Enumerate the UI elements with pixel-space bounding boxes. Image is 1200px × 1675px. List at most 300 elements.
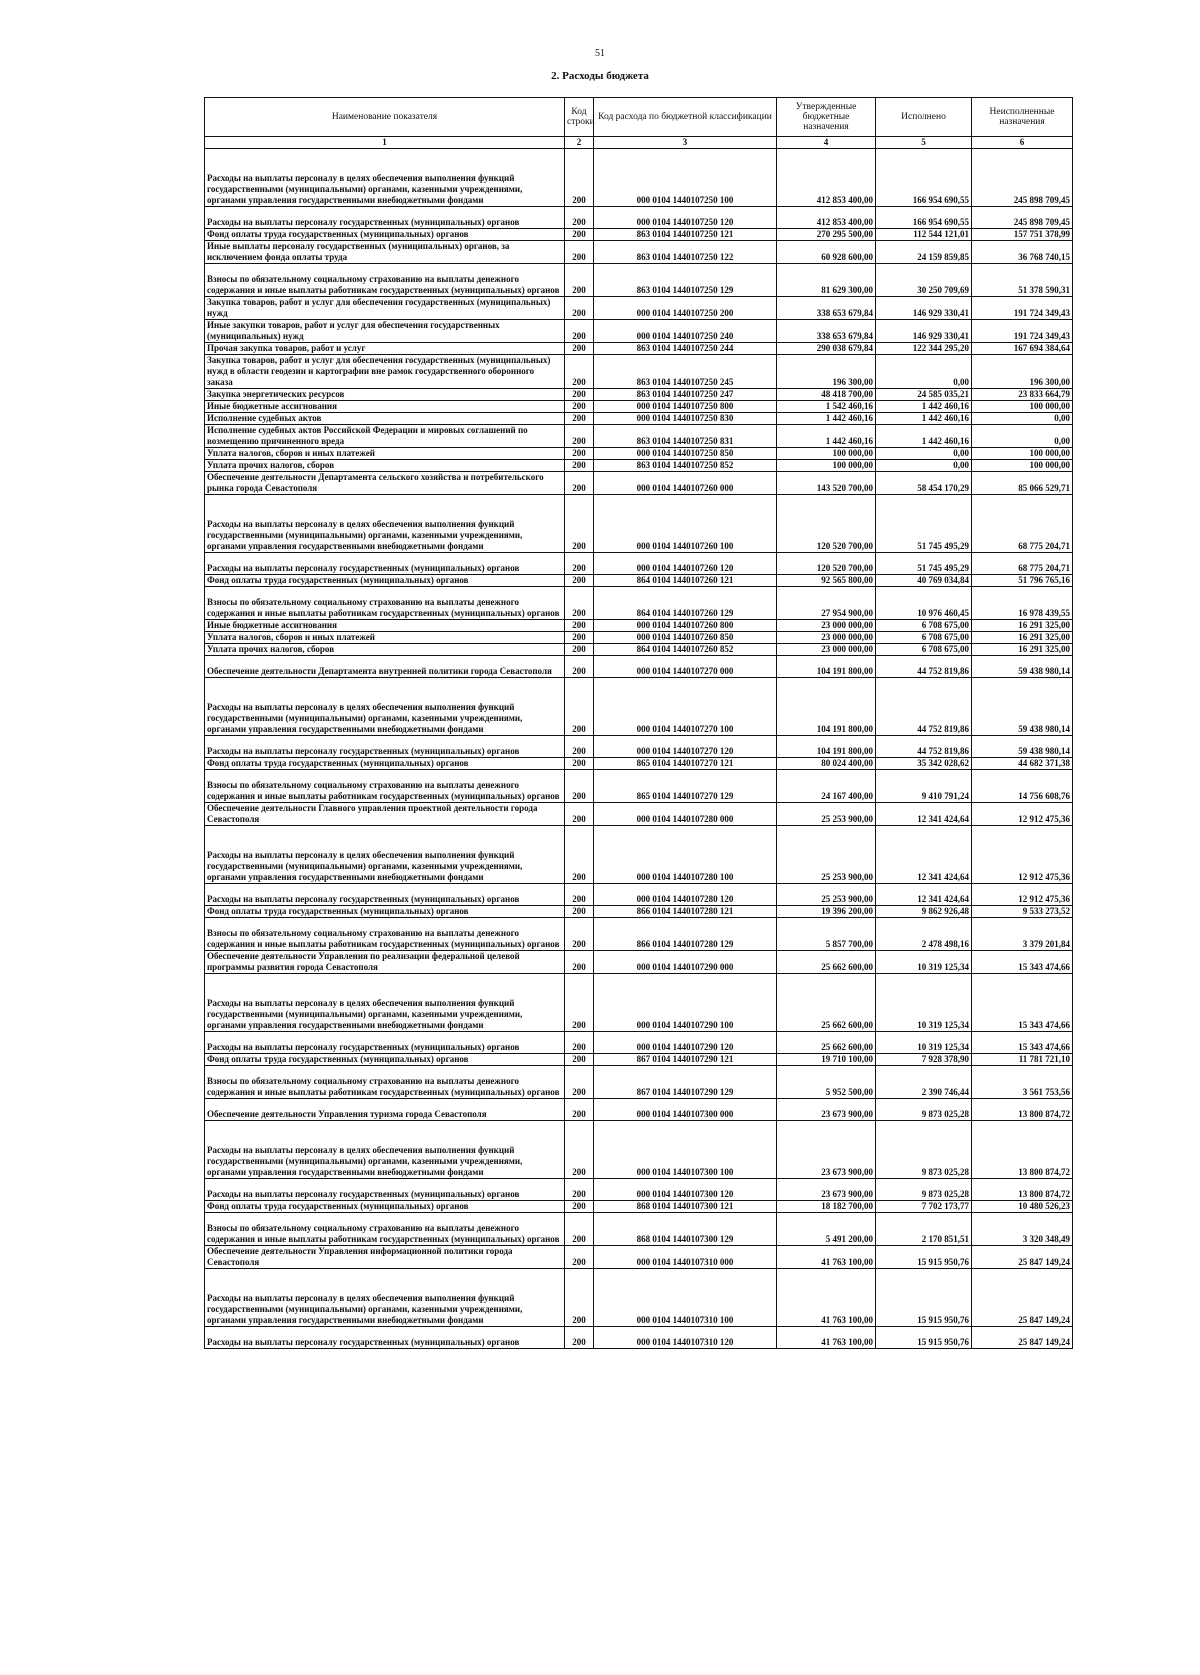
table-row [205,149,1073,207]
table-cell-expense-code: 863 0104 1440107250 247 [594,389,777,401]
table-cell-expense-code: 000 0104 1440107290 100 [594,974,777,1032]
table-cell-line-code: 200 [565,355,594,389]
table-cell-expense-code: 863 0104 1440107250 121 [594,229,777,241]
table-cell-unexecuted: 12 912 475,36 [972,826,1073,884]
table-cell-executed: 30 250 709,69 [876,264,972,297]
table-cell-expense-code: 864 0104 1440107260 129 [594,587,777,620]
table-cell-unexecuted: 59 438 980,14 [972,736,1073,758]
table-cell-executed: 146 929 330,41 [876,320,972,343]
table-cell-executed: 9 873 025,28 [876,1179,972,1201]
table-cell-executed: 0,00 [876,448,972,460]
table-cell-expense-code: 000 0104 1440107300 000 [594,1099,777,1121]
table-cell-unexecuted: 3 561 753,56 [972,1066,1073,1099]
table-cell-line-code: 200 [565,1032,594,1054]
table-cell-approved: 104 191 800,00 [777,736,876,758]
table-cell-expense-code: 863 0104 1440107250 129 [594,264,777,297]
table-cell-expense-code: 000 0104 1440107280 100 [594,826,777,884]
table-cell-executed: 6 708 675,00 [876,632,972,644]
table-cell-executed: 2 170 851,51 [876,1213,972,1246]
table-cell-name: Обеспечение деятельности Главного управления проектной деятельности города Севастополя [205,803,565,826]
table-cell-line-code: 200 [565,401,594,413]
table-cell-line-code: 200 [565,207,594,229]
table-cell-unexecuted: 14 756 608,76 [972,770,1073,803]
page-title: 2. Расходы бюджета [551,70,649,82]
table-cell-approved: 41 763 100,00 [777,1269,876,1327]
table-cell-approved: 92 565 800,00 [777,575,876,587]
table-cell-expense-code: 000 0104 1440107260 000 [594,472,777,495]
table-cell-name: Взносы по обязательному социальному страхованию на выплаты денежного содержания и иные выплаты работникам государственных (муниципальных) органов [205,264,565,297]
table-cell-expense-code: 000 0104 1440107270 000 [594,656,777,678]
table-cell-name: Расходы на выплаты персоналу в целях обеспечения выполнения функций государственными (муниципальными) органами, казенными учреждениями, органами управления государственными внебюджетными фондами [205,495,565,553]
table-cell-approved: 24 167 400,00 [777,770,876,803]
table-cell-executed: 7 928 378,90 [876,1054,972,1066]
table-cell-approved: 104 191 800,00 [777,678,876,736]
table-cell-executed: 1 442 460,16 [876,401,972,413]
table-cell-expense-code: 868 0104 1440107300 129 [594,1213,777,1246]
table-cell-approved: 120 520 700,00 [777,495,876,553]
header-unexecuted: Неисполненные назначения [972,98,1073,137]
table-cell-executed: 10 319 125,34 [876,951,972,974]
table-cell-executed: 15 915 950,76 [876,1246,972,1269]
table-cell-unexecuted: 36 768 740,15 [972,241,1073,264]
table-cell-name: Закупка товаров, работ и услуг для обеспечения государственных (муниципальных) нужд [205,297,565,320]
table-row [205,906,1073,918]
table-cell-executed: 2 478 498,16 [876,918,972,951]
table-cell-line-code: 200 [565,320,594,343]
table-cell-unexecuted: 15 343 474,66 [972,974,1073,1032]
table-cell-unexecuted: 245 898 709,45 [972,207,1073,229]
table-row [205,1121,1073,1179]
table-cell-expense-code: 000 0104 1440107300 120 [594,1179,777,1201]
table-cell-name: Расходы на выплаты персоналу в целях обеспечения выполнения функций государственными (муниципальными) органами, казенными учреждениями, органами управления государственными внебюджетными фондами [205,678,565,736]
table-cell-line-code: 200 [565,575,594,587]
table-cell-unexecuted: 0,00 [972,413,1073,425]
header-executed: Исполнено [876,98,972,137]
table-cell-approved: 41 763 100,00 [777,1327,876,1349]
table-cell-unexecuted: 196 300,00 [972,355,1073,389]
table-cell-unexecuted: 0,00 [972,425,1073,448]
table-cell-expense-code: 000 0104 1440107250 830 [594,413,777,425]
table-cell-line-code: 200 [565,229,594,241]
table-cell-unexecuted: 11 781 721,10 [972,1054,1073,1066]
table-cell-unexecuted: 245 898 709,45 [972,149,1073,207]
table-row [205,632,1073,644]
table-cell-approved: 196 300,00 [777,355,876,389]
table-cell-name: Иные бюджетные ассигнования [205,620,565,632]
table-cell-executed: 9 862 926,48 [876,906,972,918]
table-cell-approved: 18 182 700,00 [777,1201,876,1213]
table-cell-line-code: 200 [565,495,594,553]
table-cell-name: Обеспечение деятельности Департамента внутренней политики города Севастополя [205,656,565,678]
table-cell-executed: 44 752 819,86 [876,656,972,678]
table-row [205,951,1073,974]
table-cell-name: Иные бюджетные ассигнования [205,401,565,413]
table-cell-name: Расходы на выплаты персоналу государственных (муниципальных) органов [205,1327,565,1349]
table-row [205,320,1073,343]
table-cell-approved: 412 853 400,00 [777,149,876,207]
table-cell-unexecuted: 16 291 325,00 [972,644,1073,656]
table-cell-approved: 1 442 460,16 [777,425,876,448]
table-cell-approved: 120 520 700,00 [777,553,876,575]
table-cell-line-code: 200 [565,974,594,1032]
table-cell-name: Фонд оплаты труда государственных (муниципальных) органов [205,575,565,587]
table-cell-approved: 23 000 000,00 [777,644,876,656]
table-cell-executed: 0,00 [876,355,972,389]
table-row [205,460,1073,472]
table-cell-line-code: 200 [565,553,594,575]
column-number: 1 [205,137,565,149]
table-row [205,448,1073,460]
table-cell-approved: 1 442 460,16 [777,413,876,425]
table-cell-expense-code: 863 0104 1440107250 245 [594,355,777,389]
table-cell-approved: 19 710 100,00 [777,1054,876,1066]
table-cell-expense-code: 863 0104 1440107250 831 [594,425,777,448]
table-cell-name: Расходы на выплаты персоналу в целях обеспечения выполнения функций государственными (муниципальными) органами, казенными учреждениями, органами управления государственными внебюджетными фондами [205,826,565,884]
table-cell-executed: 0,00 [876,460,972,472]
table-cell-executed: 1 442 460,16 [876,413,972,425]
table-cell-line-code: 200 [565,343,594,355]
table-cell-executed: 12 341 424,64 [876,826,972,884]
table-cell-unexecuted: 13 800 874,72 [972,1099,1073,1121]
table-cell-unexecuted: 13 800 874,72 [972,1179,1073,1201]
header-line-code: Код строки [565,98,594,137]
table-cell-name: Расходы на выплаты персоналу государственных (муниципальных) органов [205,553,565,575]
table-cell-executed: 51 745 495,29 [876,553,972,575]
table-cell-approved: 25 253 900,00 [777,826,876,884]
table-cell-unexecuted: 9 533 273,52 [972,906,1073,918]
table-cell-approved: 23 000 000,00 [777,620,876,632]
table-cell-executed: 122 344 295,20 [876,343,972,355]
table-cell-expense-code: 000 0104 1440107280 120 [594,884,777,906]
table-cell-name: Обеспечение деятельности Управления информационной политики города Севастополя [205,1246,565,1269]
table-row [205,1099,1073,1121]
table-cell-name: Расходы на выплаты персоналу в целях обеспечения выполнения функций государственными (муниципальными) органами, казенными учреждениями, органами управления государственными внебюджетными фондами [205,1121,565,1179]
table-cell-line-code: 200 [565,758,594,770]
table-cell-executed: 51 745 495,29 [876,495,972,553]
table-cell-name: Фонд оплаты труда государственных (муниципальных) органов [205,1054,565,1066]
table-cell-line-code: 200 [565,297,594,320]
table-cell-approved: 1 542 460,16 [777,401,876,413]
table-cell-name: Обеспечение деятельности Управления туризма города Севастополя [205,1099,565,1121]
table-cell-unexecuted: 191 724 349,43 [972,297,1073,320]
table-cell-executed: 10 319 125,34 [876,974,972,1032]
table-cell-line-code: 200 [565,1246,594,1269]
table-cell-unexecuted: 23 833 664,79 [972,389,1073,401]
table-cell-executed: 12 341 424,64 [876,884,972,906]
table-cell-executed: 24 585 035,21 [876,389,972,401]
column-number: 3 [594,137,777,149]
table-cell-executed: 12 341 424,64 [876,803,972,826]
table-cell-line-code: 200 [565,413,594,425]
table-cell-line-code: 200 [565,149,594,207]
table-cell-expense-code: 000 0104 1440107260 100 [594,495,777,553]
table-cell-line-code: 200 [565,448,594,460]
table-row [205,803,1073,826]
header-expense-code: Код расхода по бюджетной классификации [594,98,777,137]
table-cell-executed: 2 390 746,44 [876,1066,972,1099]
table-cell-expense-code: 000 0104 1440107250 100 [594,149,777,207]
table-cell-unexecuted: 167 694 384,64 [972,343,1073,355]
table-cell-expense-code: 000 0104 1440107310 000 [594,1246,777,1269]
table-cell-executed: 10 319 125,34 [876,1032,972,1054]
table-cell-name: Фонд оплаты труда государственных (муниципальных) органов [205,758,565,770]
table-cell-unexecuted: 16 978 439,55 [972,587,1073,620]
table-cell-unexecuted: 16 291 325,00 [972,632,1073,644]
table-cell-name: Фонд оплаты труда государственных (муниципальных) органов [205,1201,565,1213]
table-cell-name: Расходы на выплаты персоналу государственных (муниципальных) органов [205,1179,565,1201]
table-cell-approved: 23 000 000,00 [777,632,876,644]
table-cell-line-code: 200 [565,472,594,495]
table-cell-name: Исполнение судебных актов Российской Федерации и мировых соглашений по возмещению причиненного вреда [205,425,565,448]
table-cell-approved: 5 491 200,00 [777,1213,876,1246]
table-cell-executed: 44 752 819,86 [876,736,972,758]
table-row [205,826,1073,884]
table-cell-executed: 146 929 330,41 [876,297,972,320]
table-cell-approved: 25 253 900,00 [777,884,876,906]
table-row [205,495,1073,553]
table-cell-expense-code: 863 0104 1440107250 852 [594,460,777,472]
table-cell-unexecuted: 25 847 149,24 [972,1246,1073,1269]
table-row [205,207,1073,229]
table-cell-name: Фонд оплаты труда государственных (муниципальных) органов [205,906,565,918]
table-cell-name: Расходы на выплаты персоналу государственных (муниципальных) органов [205,884,565,906]
table-cell-executed: 6 708 675,00 [876,644,972,656]
table-cell-expense-code: 865 0104 1440107270 129 [594,770,777,803]
table-cell-expense-code: 866 0104 1440107280 121 [594,906,777,918]
table-cell-expense-code: 000 0104 1440107280 000 [594,803,777,826]
table-cell-unexecuted: 25 847 149,24 [972,1327,1073,1349]
table-row [205,1032,1073,1054]
table-cell-approved: 338 653 679,84 [777,297,876,320]
table-cell-expense-code: 867 0104 1440107290 121 [594,1054,777,1066]
table-cell-approved: 25 253 900,00 [777,803,876,826]
table-cell-name: Прочая закупка товаров, работ и услуг [205,343,565,355]
table-cell-approved: 41 763 100,00 [777,1246,876,1269]
table-cell-expense-code: 000 0104 1440107250 200 [594,297,777,320]
table-cell-name: Взносы по обязательному социальному страхованию на выплаты денежного содержания и иные выплаты работникам государственных (муниципальных) органов [205,1066,565,1099]
table-cell-executed: 40 769 034,84 [876,575,972,587]
table-cell-name: Взносы по обязательному социальному страхованию на выплаты денежного содержания и иные выплаты работникам государственных (муниципальных) органов [205,918,565,951]
table-cell-approved: 27 954 900,00 [777,587,876,620]
table-cell-unexecuted: 85 066 529,71 [972,472,1073,495]
table-cell-unexecuted: 68 775 204,71 [972,553,1073,575]
table-cell-line-code: 200 [565,1213,594,1246]
table-cell-approved: 100 000,00 [777,448,876,460]
table-cell-line-code: 200 [565,1327,594,1349]
table-cell-approved: 25 662 600,00 [777,974,876,1032]
table-cell-line-code: 200 [565,620,594,632]
table-cell-expense-code: 867 0104 1440107290 129 [594,1066,777,1099]
table-row [205,758,1073,770]
table-cell-name: Уплата прочих налогов, сборов [205,644,565,656]
table-cell-executed: 7 702 173,77 [876,1201,972,1213]
table-cell-unexecuted: 10 480 526,23 [972,1201,1073,1213]
table-cell-unexecuted: 44 682 371,38 [972,758,1073,770]
column-number: 5 [876,137,972,149]
table-row [205,401,1073,413]
table-cell-approved: 23 673 900,00 [777,1179,876,1201]
table-cell-unexecuted: 3 379 201,84 [972,918,1073,951]
table-cell-approved: 290 038 679,84 [777,343,876,355]
table-cell-approved: 80 024 400,00 [777,758,876,770]
table-cell-name: Расходы на выплаты персоналу государственных (муниципальных) органов [205,736,565,758]
table-cell-expense-code: 863 0104 1440107250 244 [594,343,777,355]
table-cell-line-code: 200 [565,460,594,472]
table-cell-line-code: 200 [565,884,594,906]
table-cell-name: Фонд оплаты труда государственных (муниципальных) органов [205,229,565,241]
table-row [205,553,1073,575]
table-cell-approved: 338 653 679,84 [777,320,876,343]
table-cell-name: Взносы по обязательному социальному страхованию на выплаты денежного содержания и иные выплаты работникам государственных (муниципальных) органов [205,1213,565,1246]
table-cell-unexecuted: 3 320 348,49 [972,1213,1073,1246]
table-cell-expense-code: 000 0104 1440107290 000 [594,951,777,974]
table-row [205,884,1073,906]
table-row [205,241,1073,264]
table-cell-approved: 100 000,00 [777,460,876,472]
table-cell-line-code: 200 [565,264,594,297]
table-cell-approved: 19 396 200,00 [777,906,876,918]
table-row [205,472,1073,495]
table-cell-executed: 15 915 950,76 [876,1327,972,1349]
table-cell-unexecuted: 59 438 980,14 [972,656,1073,678]
table-row [205,1201,1073,1213]
table-row [205,1327,1073,1349]
table-cell-executed: 1 442 460,16 [876,425,972,448]
table-row [205,644,1073,656]
table-row [205,297,1073,320]
table-cell-executed: 44 752 819,86 [876,678,972,736]
table-cell-approved: 104 191 800,00 [777,656,876,678]
table-cell-expense-code: 868 0104 1440107300 121 [594,1201,777,1213]
table-cell-approved: 81 629 300,00 [777,264,876,297]
table-cell-executed: 58 454 170,29 [876,472,972,495]
table-cell-name: Иные закупки товаров, работ и услуг для обеспечения государственных (муниципальных) нужд [205,320,565,343]
table-row [205,229,1073,241]
table-cell-executed: 35 342 028,62 [876,758,972,770]
table-cell-expense-code: 000 0104 1440107290 120 [594,1032,777,1054]
table-cell-expense-code: 000 0104 1440107250 240 [594,320,777,343]
table-row [205,1213,1073,1246]
table-row [205,425,1073,448]
table-cell-line-code: 200 [565,656,594,678]
table-cell-expense-code: 000 0104 1440107260 800 [594,620,777,632]
table-row [205,678,1073,736]
header-approved: Утвержденные бюджетные назначения [777,98,876,137]
table-cell-executed: 166 954 690,55 [876,207,972,229]
table-row [205,343,1073,355]
table-row [205,620,1073,632]
table-cell-unexecuted: 12 912 475,36 [972,884,1073,906]
table-cell-unexecuted: 15 343 474,66 [972,951,1073,974]
budget-expenses-table [204,97,1073,1349]
table-cell-line-code: 200 [565,736,594,758]
table-cell-name: Расходы на выплаты персоналу в целях обеспечения выполнения функций государственными (муниципальными) органами, казенными учреждениями, органами управления государственными внебюджетными фондами [205,1269,565,1327]
column-number: 6 [972,137,1073,149]
table-cell-executed: 166 954 690,55 [876,149,972,207]
table-cell-line-code: 200 [565,1179,594,1201]
table-cell-expense-code: 000 0104 1440107310 100 [594,1269,777,1327]
table-cell-line-code: 200 [565,389,594,401]
table-cell-name: Уплата прочих налогов, сборов [205,460,565,472]
table-cell-approved: 5 952 500,00 [777,1066,876,1099]
table-cell-executed: 6 708 675,00 [876,620,972,632]
table-cell-expense-code: 000 0104 1440107310 120 [594,1327,777,1349]
table-row [205,264,1073,297]
table-cell-line-code: 200 [565,644,594,656]
table-row [205,770,1073,803]
column-number: 2 [565,137,594,149]
table-cell-unexecuted: 15 343 474,66 [972,1032,1073,1054]
table-cell-line-code: 200 [565,241,594,264]
table-cell-expense-code: 865 0104 1440107270 121 [594,758,777,770]
table-cell-expense-code: 000 0104 1440107260 850 [594,632,777,644]
table-cell-name: Расходы на выплаты персоналу государственных (муниципальных) органов [205,207,565,229]
table-cell-line-code: 200 [565,1201,594,1213]
table-cell-unexecuted: 100 000,00 [972,401,1073,413]
table-cell-unexecuted: 51 796 765,16 [972,575,1073,587]
table-row [205,656,1073,678]
table-row [205,1054,1073,1066]
table-cell-line-code: 200 [565,1054,594,1066]
table-row [205,974,1073,1032]
table-cell-name: Расходы на выплаты персоналу государственных (муниципальных) органов [205,1032,565,1054]
table-cell-unexecuted: 191 724 349,43 [972,320,1073,343]
table-row [205,736,1073,758]
table-cell-unexecuted: 68 775 204,71 [972,495,1073,553]
table-cell-name: Взносы по обязательному социальному страхованию на выплаты денежного содержания и иные выплаты работникам государственных (муниципальных) органов [205,587,565,620]
table-cell-name: Расходы на выплаты персоналу в целях обеспечения выполнения функций государственными (муниципальными) органами, казенными учреждениями, органами управления государственными внебюджетными фондами [205,149,565,207]
table-header-row [205,98,1073,137]
table-cell-line-code: 200 [565,587,594,620]
table-cell-expense-code: 000 0104 1440107250 800 [594,401,777,413]
table-cell-expense-code: 864 0104 1440107260 852 [594,644,777,656]
table-cell-expense-code: 000 0104 1440107300 100 [594,1121,777,1179]
table-cell-name: Закупка энергетических ресурсов [205,389,565,401]
table-row [205,1066,1073,1099]
table-cell-line-code: 200 [565,425,594,448]
table-row [205,587,1073,620]
table-cell-line-code: 200 [565,906,594,918]
table-body [205,149,1073,1349]
table-cell-name: Взносы по обязательному социальному страхованию на выплаты денежного содержания и иные выплаты работникам государственных (муниципальных) органов [205,770,565,803]
table-cell-name: Иные выплаты персоналу государственных (муниципальных) органов, за исключением фонда оплаты труда [205,241,565,264]
table-cell-unexecuted: 51 378 590,31 [972,264,1073,297]
table-cell-executed: 112 544 121,01 [876,229,972,241]
table-cell-unexecuted: 100 000,00 [972,460,1073,472]
table-cell-executed: 9 410 791,24 [876,770,972,803]
table-cell-approved: 23 673 900,00 [777,1099,876,1121]
table-cell-approved: 270 295 500,00 [777,229,876,241]
table-cell-name: Закупка товаров, работ и услуг для обеспечения государственных (муниципальных) нужд в области геодезии и картографии вне рамок государственного оборонного заказа [205,355,565,389]
header-indicator-name: Наименование показателя [205,98,565,137]
table-cell-line-code: 200 [565,803,594,826]
table-cell-approved: 25 662 600,00 [777,951,876,974]
table-cell-name: Расходы на выплаты персоналу в целях обеспечения выполнения функций государственными (муниципальными) органами, казенными учреждениями, органами управления государственными внебюджетными фондами [205,974,565,1032]
table-cell-expense-code: 000 0104 1440107250 850 [594,448,777,460]
table-row [205,918,1073,951]
table-cell-unexecuted: 25 847 149,24 [972,1269,1073,1327]
table-cell-unexecuted: 59 438 980,14 [972,678,1073,736]
table-cell-unexecuted: 16 291 325,00 [972,620,1073,632]
table-cell-name: Обеспечение деятельности Департамента сельского хозяйства и потребительского рынка города Севастополя [205,472,565,495]
table-cell-line-code: 200 [565,678,594,736]
table-row [205,413,1073,425]
table-row [205,575,1073,587]
table-row [205,1179,1073,1201]
table-cell-executed: 9 873 025,28 [876,1121,972,1179]
column-number: 4 [777,137,876,149]
table-cell-name: Уплата налогов, сборов и иных платежей [205,632,565,644]
